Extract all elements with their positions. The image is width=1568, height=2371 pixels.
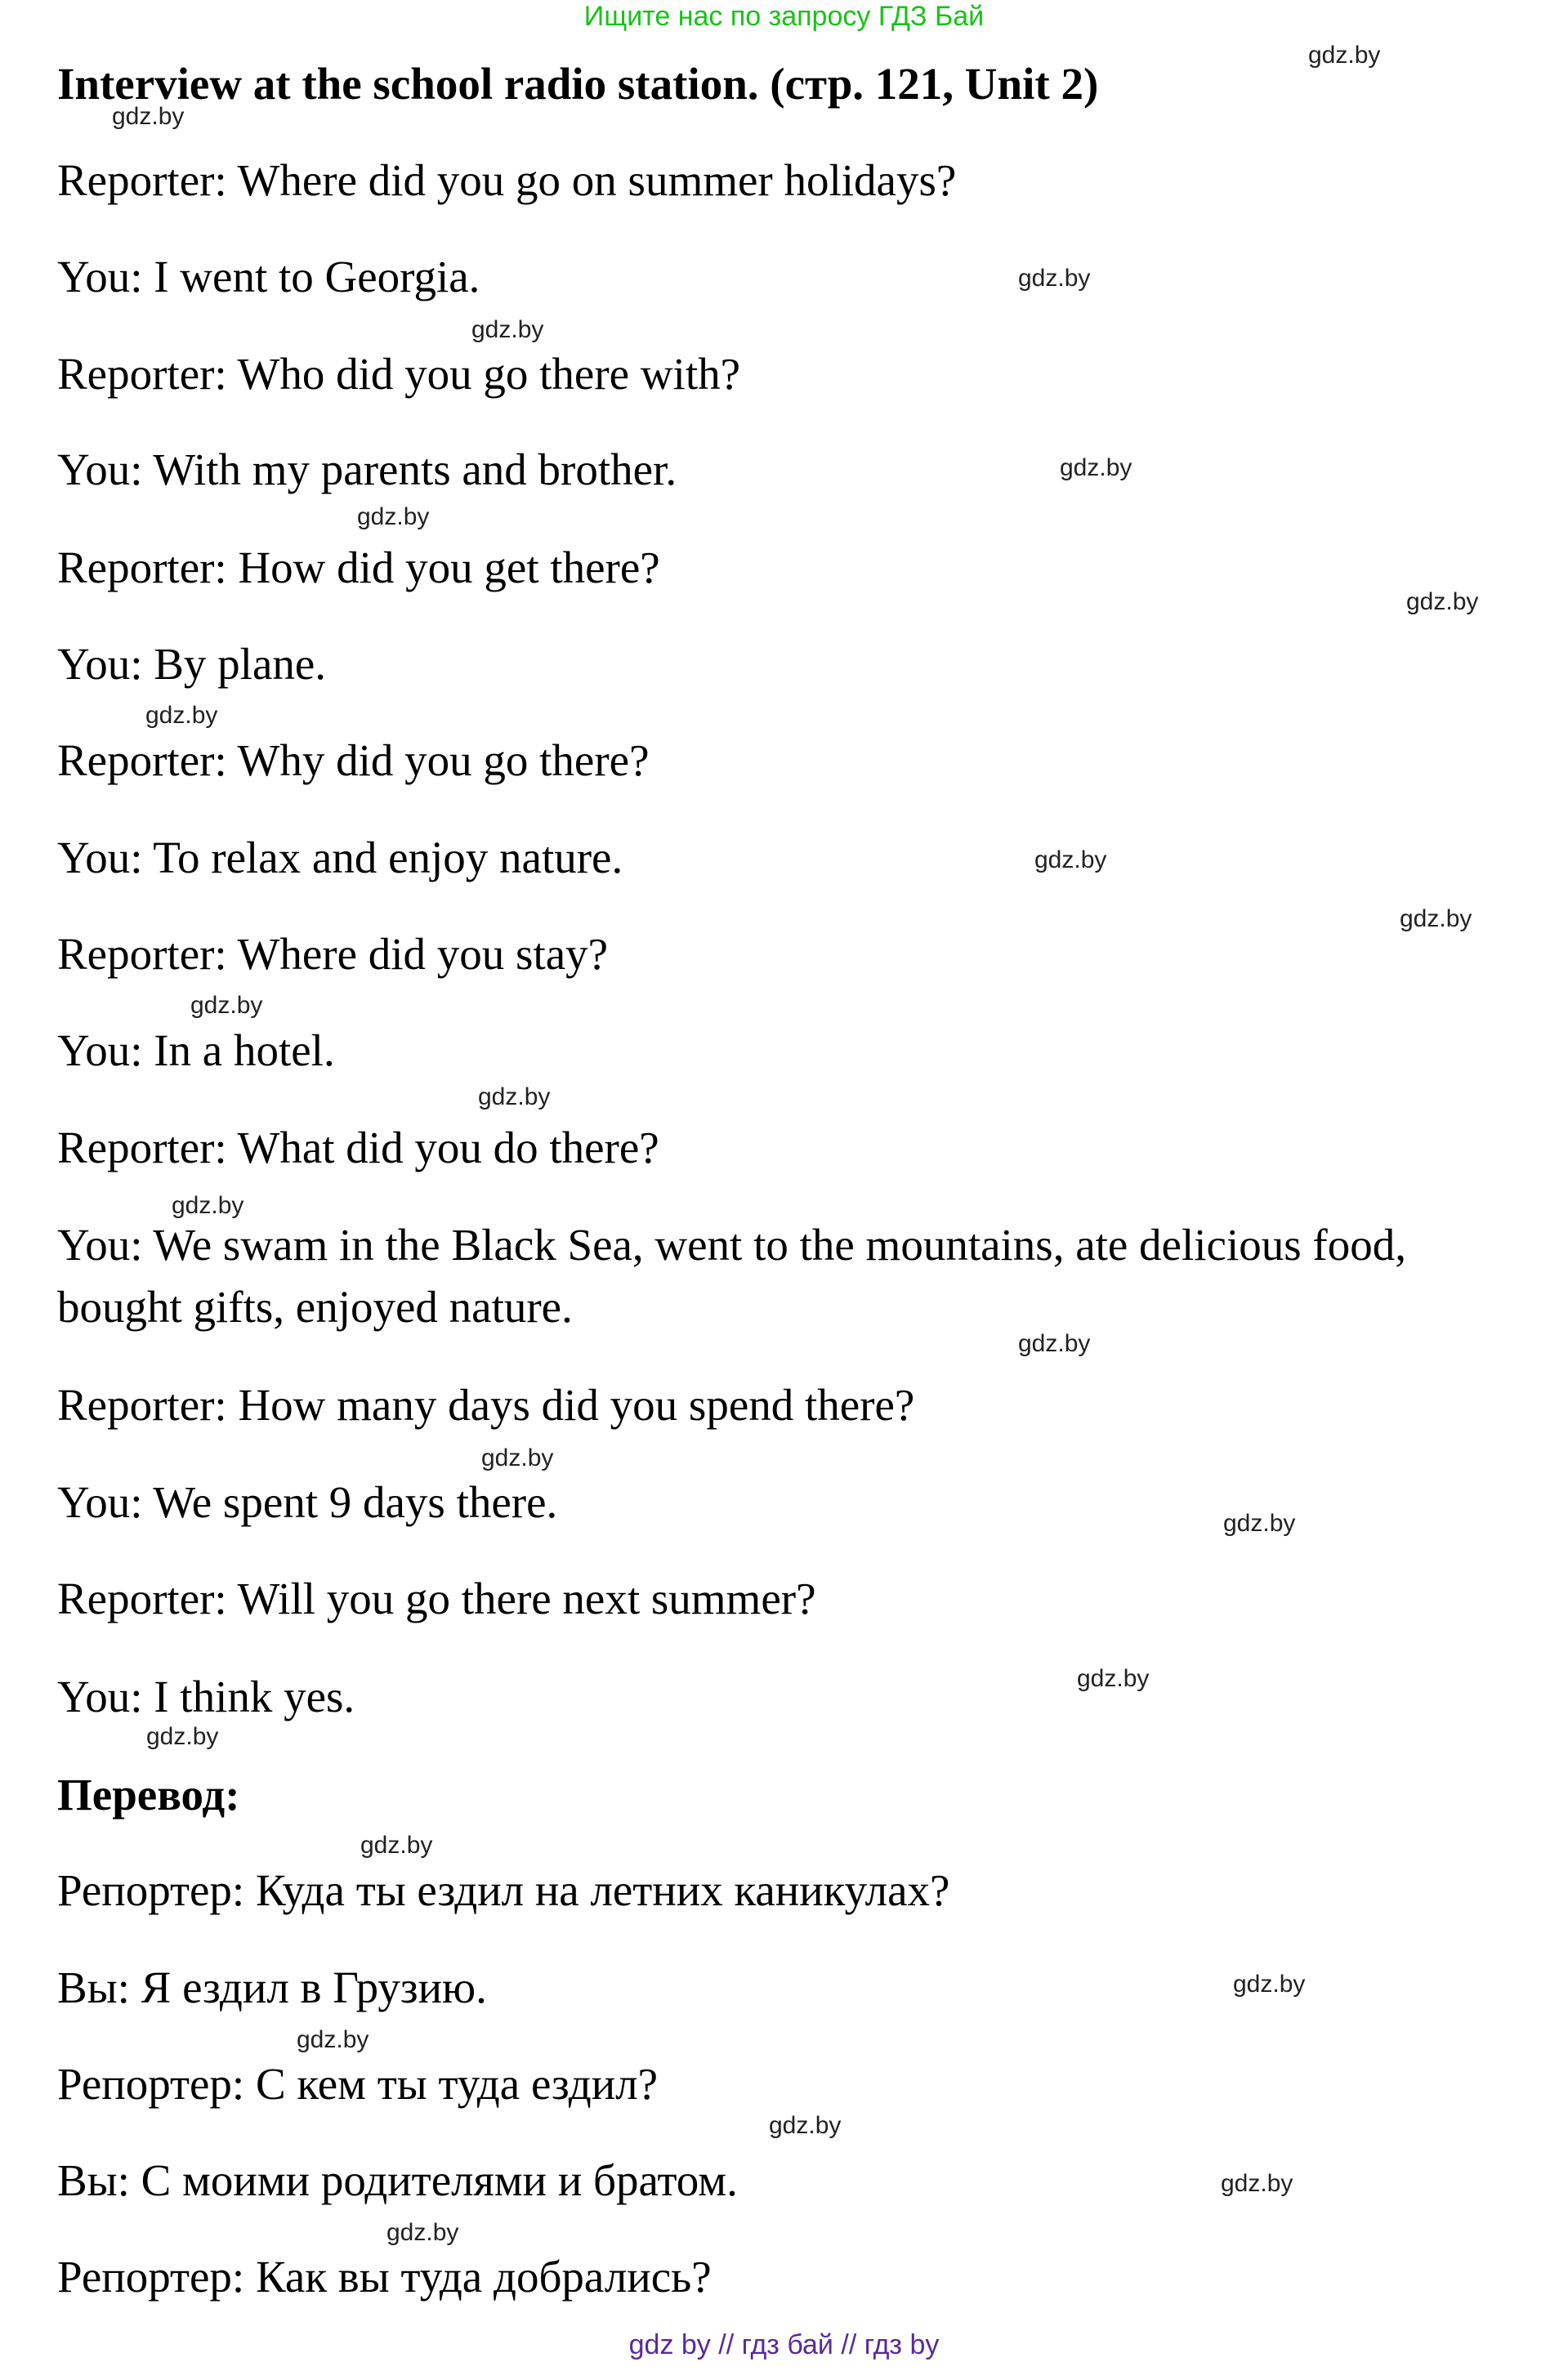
translation-line-reporter: Репортер: С кем ты туда ездил? [57,2059,659,2109]
watermark: gdz.by [297,2026,369,2053]
watermark: gdz.by [1060,454,1132,481]
watermark: gdz.by [1018,265,1091,292]
watermark: gdz.by [145,702,218,729]
dialogue-line-you: You: I went to Georgia. [57,252,480,301]
translation-line-reporter: Репортер: Как вы туда добрались? [57,2252,712,2302]
watermark: gdz.by [478,1083,551,1110]
footer-links[interactable]: gdz by // гдз бай // гдз by [628,2329,940,2360]
dialogue-line-reporter: Reporter: Why did you go there? [57,735,650,785]
watermark: gdz.by [769,2112,842,2139]
watermark: gdz.by [1400,905,1472,932]
page-title: Interview at the school radio station. (стр. 121, Unit 2) [57,59,1099,109]
watermark: gdz.by [1034,846,1107,873]
watermark: gdz.by [1018,1330,1091,1357]
watermark: gdz.by [1077,1665,1150,1692]
watermark: gdz.by [386,2219,459,2246]
top-banner-link[interactable]: Ищите нас по запросу ГДЗ Бай [583,1,985,32]
watermark: gdz.by [481,1444,554,1471]
watermark: gdz.by [1223,1510,1296,1537]
dialogue-line-reporter: Reporter: How did you get there? [57,543,660,592]
dialogue-line-reporter: Reporter: Will you go there next summer? [57,1574,816,1623]
dialogue-line-you: You: In a hotel. [57,1025,335,1075]
dialogue-line-you: You: We swam in the Black Sea, went to the mountains, ate delicious food, bought gifts, enjoyed nature. [57,1220,1406,1332]
translation-line-you: Вы: Я ездил в Грузию. [57,1962,487,2012]
watermark: gdz.by [146,1723,219,1750]
dialogue-line-you: You: With my parents and brother. [57,444,677,494]
dialogue-line-reporter: Reporter: What did you do there? [57,1123,659,1172]
dialogue-line-you: You: To relax and enjoy nature. [57,833,623,882]
dialogue-line-you: You: I think yes. [57,1672,355,1721]
watermark: gdz.by [471,316,544,343]
watermark: gdz.by [1406,588,1479,615]
watermark: gdz.by [1308,42,1381,69]
watermark: gdz.by [357,503,430,530]
translation-line-reporter: Репортер: Куда ты ездил на летних каникулах? [57,1865,950,1915]
dialogue-line-reporter: Reporter: Where did you stay? [57,929,609,979]
dialogue-line-reporter: Reporter: Who did you go there with? [57,349,741,399]
watermark: gdz.by [172,1192,244,1219]
dialogue-line-reporter: Reporter: Where did you go on summer holidays? [57,155,957,205]
dialogue-line-you: You: By plane. [57,639,327,689]
watermark: gdz.by [190,992,263,1019]
watermark: gdz.by [112,103,185,130]
watermark: gdz.by [360,1832,433,1859]
dialogue-line-you: You: We spent 9 days there. [57,1477,558,1527]
translation-heading: Перевод: [57,1770,240,1820]
translation-line-you: Вы: С моими родителями и братом. [57,2155,738,2205]
watermark: gdz.by [1221,2170,1293,2197]
watermark: gdz.by [1233,1971,1306,1998]
dialogue-line-reporter: Reporter: How many days did you spend there? [57,1380,915,1430]
